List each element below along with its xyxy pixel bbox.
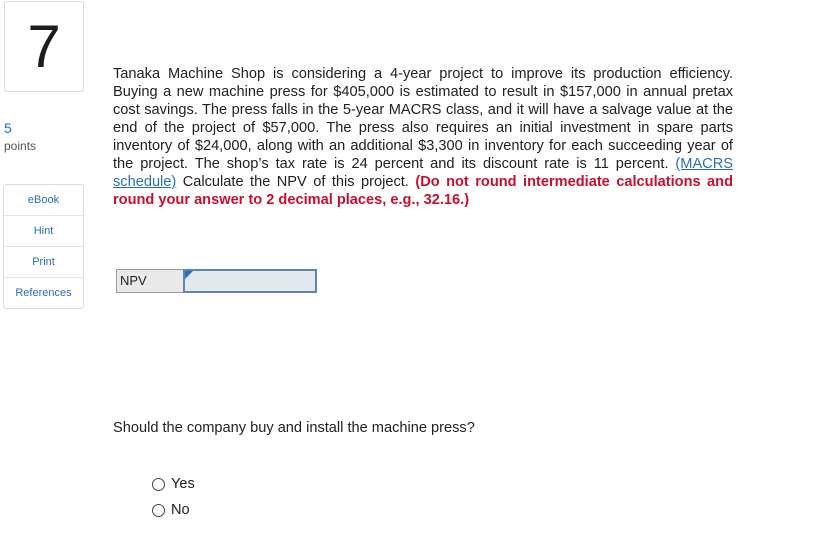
points-label: points [4, 139, 37, 153]
side-menu [3, 184, 84, 309]
option-yes-label: Yes [171, 476, 195, 492]
answer-options [152, 471, 195, 523]
question-text-part2: Calculate the NPV of this project. [176, 174, 416, 190]
option-no-label: No [171, 502, 190, 518]
npv-answer-row [116, 269, 317, 293]
flag-marker-icon [185, 271, 193, 279]
ebook-button[interactable]: eBook [4, 185, 83, 216]
option-yes[interactable] [152, 471, 195, 497]
question-number: 7 [4, 1, 84, 92]
question-text-part1: Tanaka Machine Shop is considering a 4-year project to improve its production efficiency. Buying a new machine press for $405,000 is estimated to result in $157,000 in annual pretax cost savings. The press falls in the 5-year MACRS class, and it will have a salvage value at the end of the project of $57,000. The press also requires an initial investment in spare parts inventory of $24,000, along with an additional $3,300 in inventory for each succeeding year of the project. The shop’s tax rate is 24 percent and its discount rate is 11 percent. [113, 66, 733, 172]
npv-label: NPV [116, 269, 184, 293]
points-value: 5 [4, 120, 12, 136]
references-button[interactable]: References [15, 287, 72, 299]
option-no[interactable] [152, 497, 195, 523]
radio-no[interactable] [152, 504, 165, 517]
rounding-instruction: (Do not round intermediate calculations and round your answer to 2 decimal places, e.g., 32.16.) [113, 174, 733, 208]
radio-yes[interactable] [152, 478, 165, 491]
npv-input-wrapper [183, 269, 317, 293]
question2-text: Should the company buy and install the machine press? [113, 420, 475, 436]
macrs-schedule-link[interactable]: (MACRS schedule) [113, 156, 733, 190]
question-text [113, 65, 733, 209]
hint-button[interactable]: Hint [4, 216, 83, 247]
print-button[interactable]: Print [4, 247, 83, 278]
npv-input[interactable] [185, 271, 315, 291]
